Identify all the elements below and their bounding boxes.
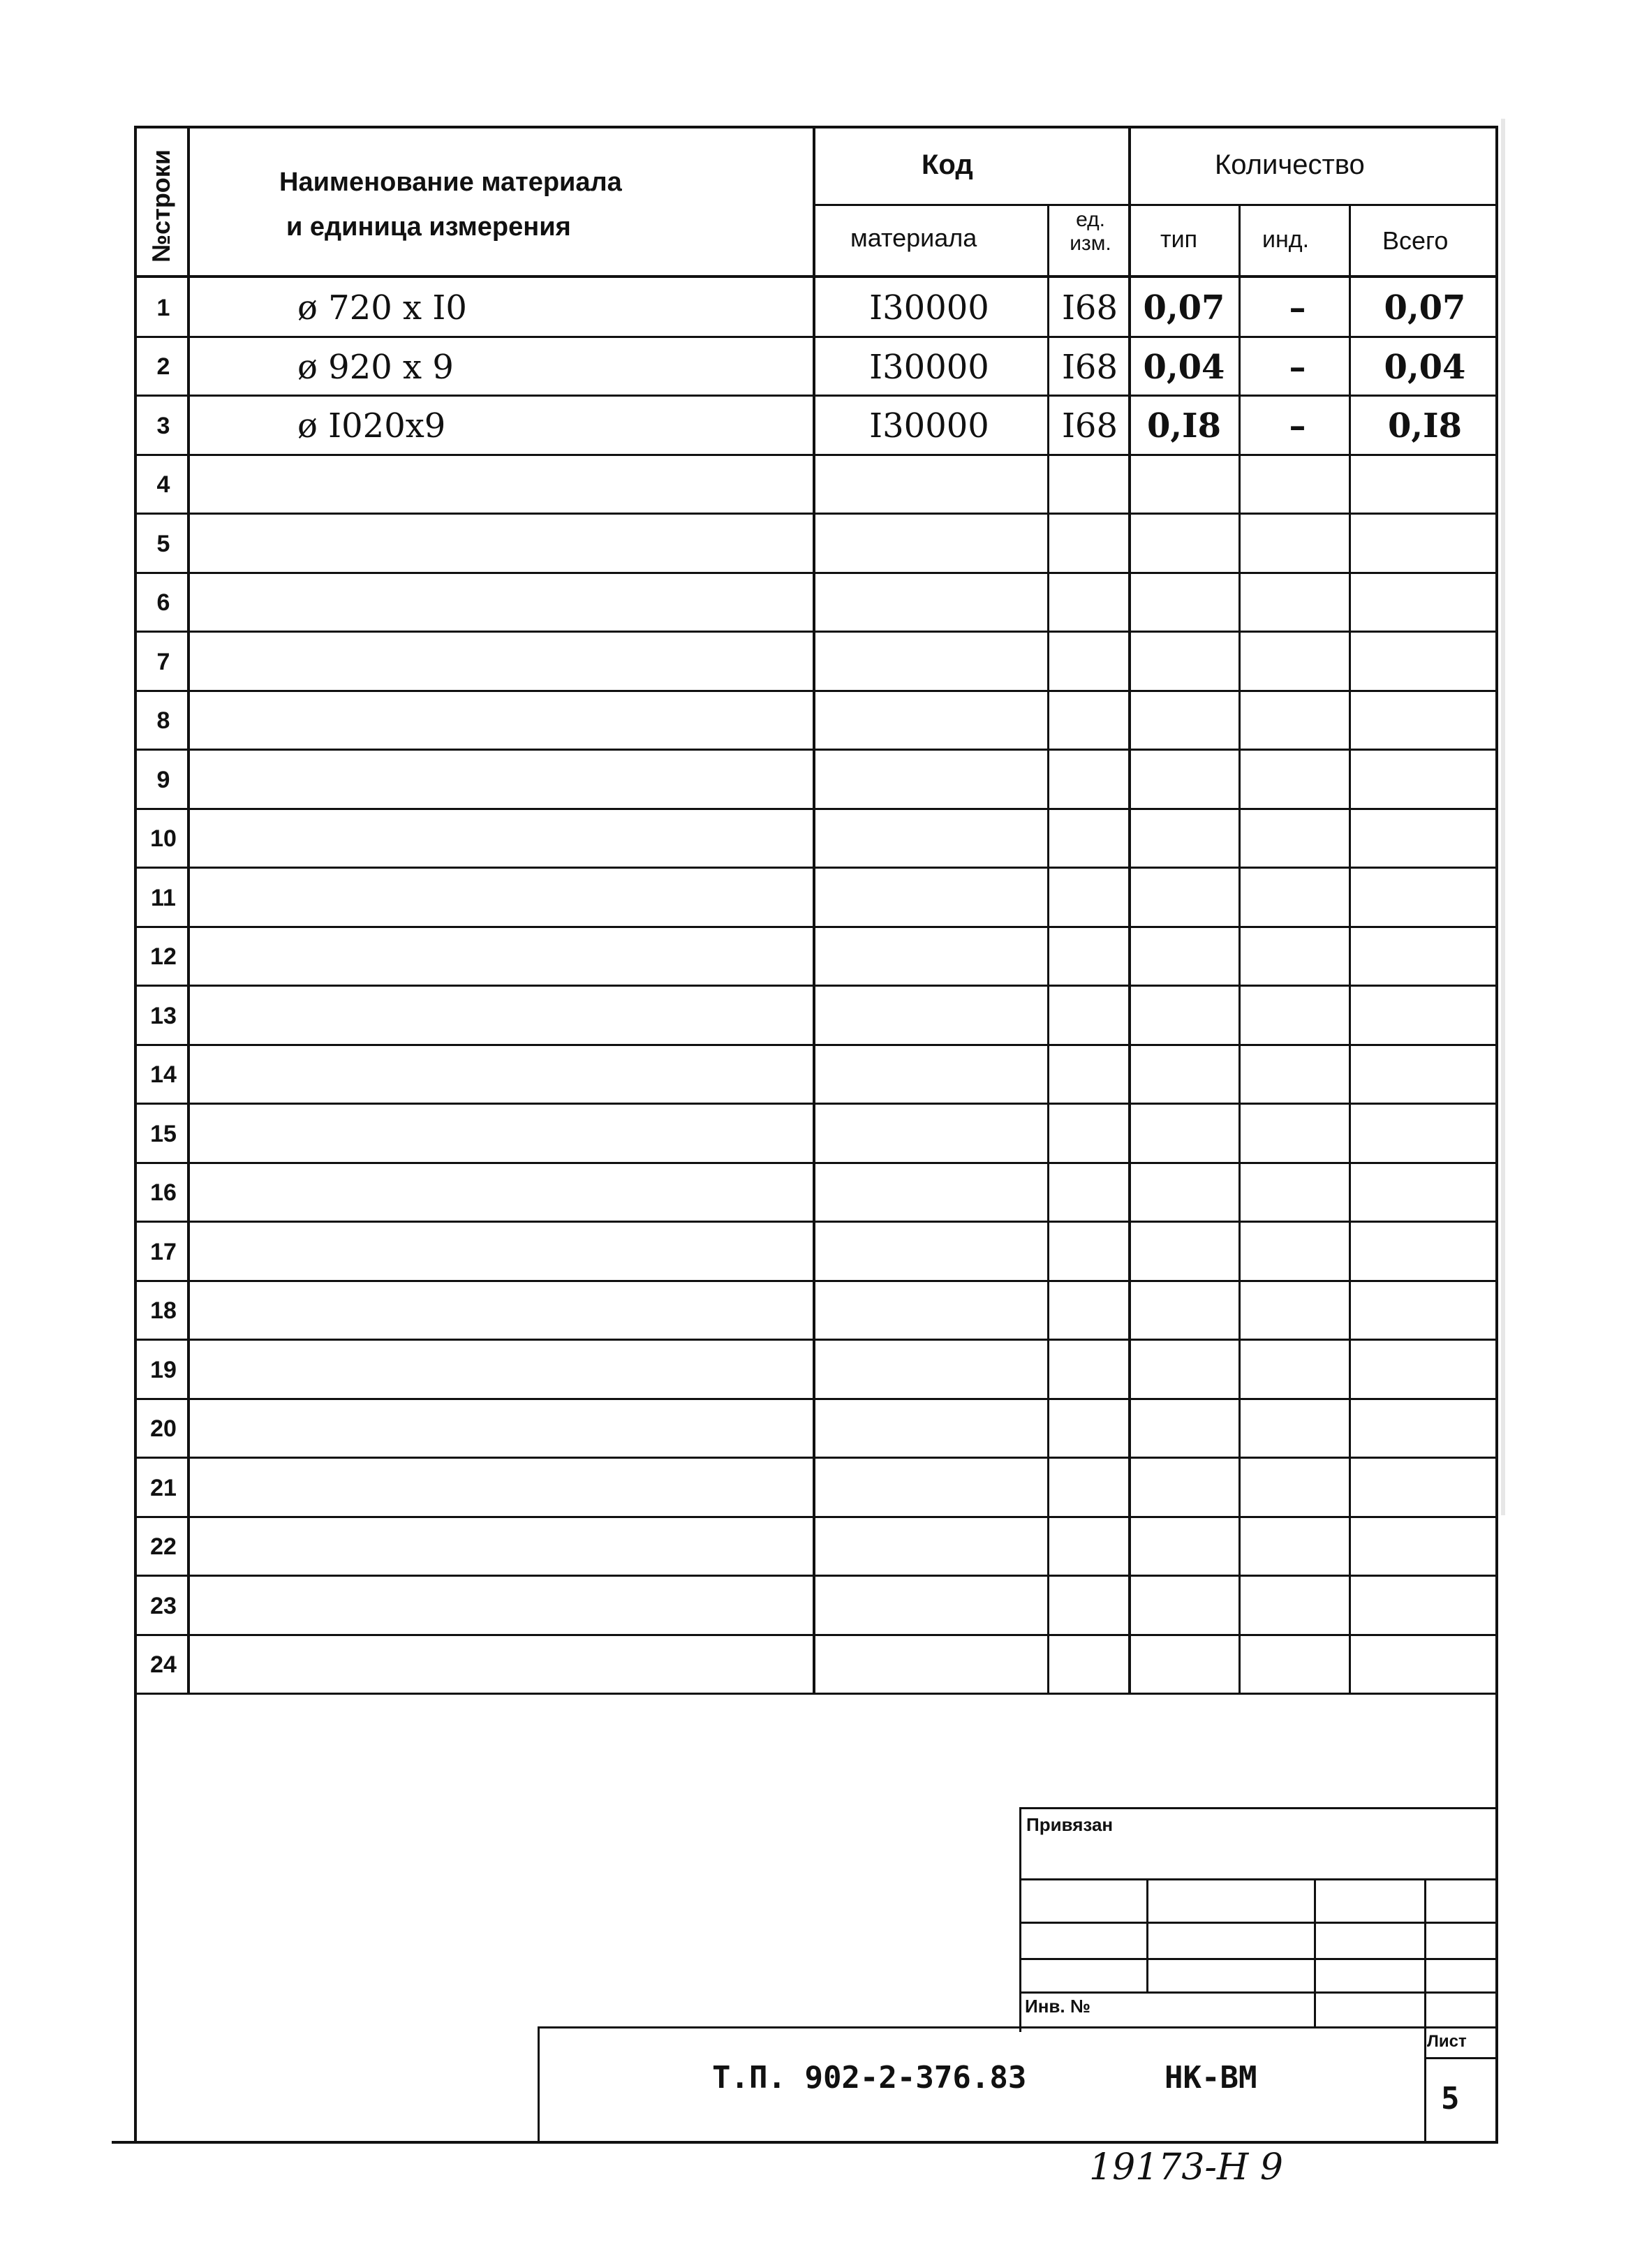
cell-name: ø 920 x 9 <box>297 347 454 387</box>
stamp-line-2 <box>1021 1922 1498 1924</box>
cell-unit: I68 <box>1061 406 1118 446</box>
cell-code: I30000 <box>869 288 989 327</box>
code-unit-header-text: ед. изм. <box>1070 208 1111 255</box>
row-number: 15 <box>150 1120 177 1147</box>
row-number: 16 <box>150 1179 177 1206</box>
table-row <box>137 750 1498 810</box>
table-row <box>137 455 1498 515</box>
cell-type: 0,I8 <box>1147 406 1221 446</box>
cell-ind: – <box>1289 288 1306 327</box>
table-row <box>137 691 1498 751</box>
table-row <box>137 1635 1498 1695</box>
row-number: 13 <box>150 1002 177 1029</box>
table-row <box>137 1458 1498 1518</box>
frame-bottom <box>112 2141 1498 2144</box>
row-number-header-text: №строки <box>147 149 176 263</box>
row-number: 18 <box>150 1297 177 1324</box>
cell-name: ø 720 x I0 <box>297 288 467 327</box>
row-number: 6 <box>156 589 170 616</box>
table-row <box>137 868 1498 928</box>
row-number-header <box>137 133 186 279</box>
document-designation: Т.П. 902-2-376.83 <box>712 2060 1027 2096</box>
row-number: 19 <box>150 1356 177 1383</box>
code-material-header: материала <box>850 223 977 252</box>
row-number: 7 <box>156 648 170 675</box>
qty-type-header: тип <box>1160 226 1197 253</box>
cell-ind: – <box>1289 347 1306 387</box>
row-number: 14 <box>150 1061 177 1088</box>
row-number: 20 <box>150 1415 177 1442</box>
header-mid-line <box>814 204 1498 206</box>
table-row <box>137 986 1498 1046</box>
cell-total: 0,04 <box>1384 347 1466 387</box>
table-row <box>137 573 1498 633</box>
scan-mark-top-right <box>1501 119 1505 1515</box>
qty-ind-header: инд. <box>1262 226 1310 253</box>
stamp-top-line <box>1021 1807 1498 1809</box>
table-row <box>137 1045 1498 1105</box>
table-row <box>137 809 1498 869</box>
row-number: 11 <box>151 884 176 911</box>
table-row <box>137 1517 1498 1577</box>
row-number: 2 <box>156 353 170 380</box>
stamp-left-line <box>1019 1807 1021 2032</box>
sheet-cell-left <box>1424 2026 1426 2142</box>
row-number: 24 <box>150 1651 177 1678</box>
code-unit-header <box>1056 208 1125 256</box>
stamp-vline-1 <box>1146 1878 1148 1991</box>
cell-code: I30000 <box>869 347 989 387</box>
row-number: 23 <box>150 1592 177 1619</box>
title-block-top <box>539 2026 1498 2028</box>
row-number: 3 <box>156 412 170 439</box>
row-number: 10 <box>150 825 177 852</box>
row-number: 9 <box>156 766 170 793</box>
cell-code: I30000 <box>869 406 989 446</box>
quantity-header: Количество <box>1215 149 1365 180</box>
table-row <box>137 278 1498 338</box>
stamp-vline-2 <box>1314 1878 1316 2026</box>
sheet-number: 5 <box>1441 2081 1460 2116</box>
sheet-cell-divider <box>1424 2057 1498 2059</box>
table-row <box>137 1222 1498 1282</box>
attached-label: Привязан <box>1026 1814 1114 1835</box>
name-header-line2: и единица измерения <box>286 212 571 242</box>
title-block-left <box>538 2026 540 2142</box>
qty-total-header: Всего <box>1382 226 1449 255</box>
cell-total: 0,07 <box>1384 288 1466 327</box>
table-row <box>137 1399 1498 1459</box>
table-row <box>137 1163 1498 1223</box>
stamp-line-1 <box>1021 1878 1498 1880</box>
cell-type: 0,04 <box>1143 347 1225 387</box>
cell-unit: I68 <box>1061 288 1118 327</box>
name-header-line1: Наименование материала <box>279 168 622 197</box>
row-number: 1 <box>156 294 170 321</box>
row-number: 5 <box>156 530 170 557</box>
cell-total: 0,I8 <box>1388 406 1462 446</box>
table-row <box>137 514 1498 574</box>
cell-name: ø I020x9 <box>297 406 446 446</box>
table-row <box>137 1340 1498 1400</box>
stamp-line-4 <box>1021 1991 1498 1994</box>
table-row <box>137 396 1498 456</box>
table-row <box>137 927 1498 987</box>
frame-top <box>134 126 1498 128</box>
sheet-label: Лист <box>1427 2032 1467 2051</box>
code-header: Код <box>922 149 973 180</box>
row-number: 12 <box>150 943 177 970</box>
table-row <box>137 1104 1498 1164</box>
row-number: 21 <box>150 1474 177 1501</box>
row-number: 4 <box>156 471 170 498</box>
table-row <box>137 1576 1498 1636</box>
cell-unit: I68 <box>1061 347 1118 387</box>
table-row <box>137 1281 1498 1341</box>
cell-ind: – <box>1289 406 1306 446</box>
handwritten-note: 19173-H 9 <box>1089 2146 1283 2188</box>
inv-no-label: Инв. № <box>1025 1996 1090 2017</box>
row-number: 22 <box>150 1533 177 1560</box>
stamp-line-3 <box>1021 1958 1498 1960</box>
row-number: 17 <box>150 1238 177 1265</box>
document-section: НК-ВМ <box>1164 2060 1257 2096</box>
row-number: 8 <box>156 707 170 734</box>
table-row <box>137 337 1498 397</box>
table-row <box>137 632 1498 692</box>
cell-type: 0,07 <box>1143 288 1225 327</box>
stamp-vline-3 <box>1424 1878 1426 2026</box>
